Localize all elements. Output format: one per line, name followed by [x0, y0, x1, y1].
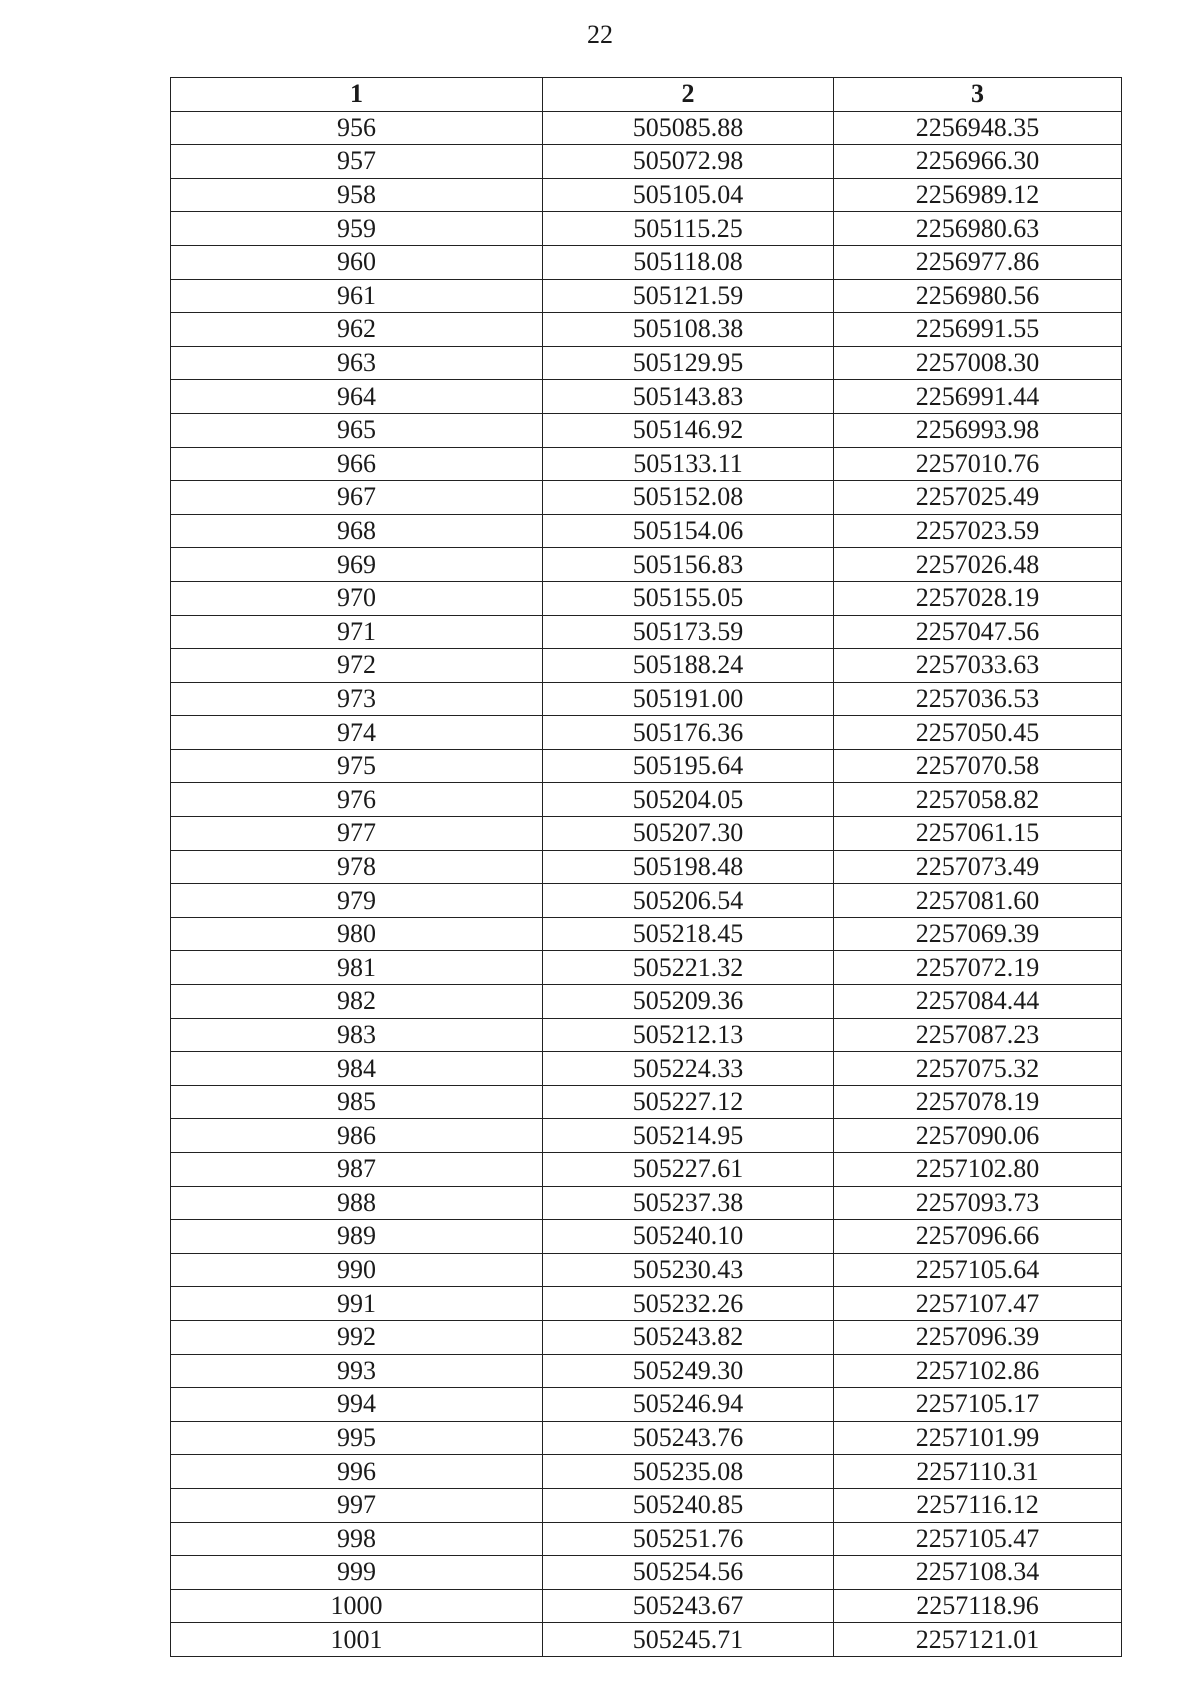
- y-coordinate-cell: 2257110.31: [834, 1455, 1122, 1489]
- table-row: [171, 1421, 1122, 1455]
- point-number-cell: 967: [171, 481, 543, 515]
- point-number-cell: 998: [171, 1522, 543, 1556]
- table-row: [171, 413, 1122, 447]
- x-coordinate-cell: 505143.83: [543, 380, 834, 414]
- y-coordinate-cell: 2257073.49: [834, 850, 1122, 884]
- point-number-cell: 975: [171, 749, 543, 783]
- point-number-cell: 996: [171, 1455, 543, 1489]
- table-row: [171, 1488, 1122, 1522]
- point-number-cell: 973: [171, 682, 543, 716]
- x-coordinate-cell: 505121.59: [543, 279, 834, 313]
- table-row: [171, 1153, 1122, 1187]
- point-number-cell: 991: [171, 1287, 543, 1321]
- point-number-cell: 961: [171, 279, 543, 313]
- x-coordinate-cell: 505243.76: [543, 1421, 834, 1455]
- x-coordinate-cell: 505129.95: [543, 346, 834, 380]
- table-row: [171, 985, 1122, 1019]
- x-coordinate-cell: 505246.94: [543, 1388, 834, 1422]
- x-coordinate-cell: 505195.64: [543, 749, 834, 783]
- table-row: [171, 178, 1122, 212]
- point-number-cell: 983: [171, 1018, 543, 1052]
- y-coordinate-cell: 2257107.47: [834, 1287, 1122, 1321]
- x-coordinate-cell: 505218.45: [543, 917, 834, 951]
- x-coordinate-cell: 505204.05: [543, 783, 834, 817]
- table-header: [171, 78, 1122, 112]
- x-coordinate-cell: 505245.71: [543, 1623, 834, 1657]
- table-row: [171, 682, 1122, 716]
- point-number-cell: 977: [171, 817, 543, 851]
- point-number-cell: 992: [171, 1320, 543, 1354]
- x-coordinate-cell: 505154.06: [543, 514, 834, 548]
- table-row: [171, 212, 1122, 246]
- table-row: [171, 1220, 1122, 1254]
- table-row: [171, 1354, 1122, 1388]
- point-number-cell: 982: [171, 985, 543, 1019]
- y-coordinate-cell: 2257081.60: [834, 884, 1122, 918]
- table-row: [171, 951, 1122, 985]
- x-coordinate-cell: 505108.38: [543, 313, 834, 347]
- y-coordinate-cell: 2257050.45: [834, 716, 1122, 750]
- y-coordinate-cell: 2256991.55: [834, 313, 1122, 347]
- x-coordinate-cell: 505254.56: [543, 1556, 834, 1590]
- x-coordinate-cell: 505243.82: [543, 1320, 834, 1354]
- point-number-cell: 962: [171, 313, 543, 347]
- table-row: [171, 783, 1122, 817]
- y-coordinate-cell: 2257121.01: [834, 1623, 1122, 1657]
- point-number-cell: 965: [171, 413, 543, 447]
- x-coordinate-cell: 505173.59: [543, 615, 834, 649]
- y-coordinate-cell: 2257072.19: [834, 951, 1122, 985]
- point-number-cell: 993: [171, 1354, 543, 1388]
- x-coordinate-cell: 505230.43: [543, 1253, 834, 1287]
- table-row: [171, 1052, 1122, 1086]
- x-coordinate-cell: 505249.30: [543, 1354, 834, 1388]
- table-row: [171, 1186, 1122, 1220]
- y-coordinate-cell: 2257096.39: [834, 1320, 1122, 1354]
- x-coordinate-cell: 505240.10: [543, 1220, 834, 1254]
- y-coordinate-cell: 2257108.34: [834, 1556, 1122, 1590]
- y-coordinate-cell: 2257105.64: [834, 1253, 1122, 1287]
- y-coordinate-cell: 2256991.44: [834, 380, 1122, 414]
- table-row: [171, 749, 1122, 783]
- header-row: [171, 78, 1122, 112]
- x-coordinate-cell: 505207.30: [543, 817, 834, 851]
- point-number-cell: 966: [171, 447, 543, 481]
- table-row: [171, 1522, 1122, 1556]
- point-number-cell: 981: [171, 951, 543, 985]
- y-coordinate-cell: 2257033.63: [834, 649, 1122, 683]
- x-coordinate-cell: 505235.08: [543, 1455, 834, 1489]
- table-row: [171, 279, 1122, 313]
- point-number-cell: 988: [171, 1186, 543, 1220]
- x-coordinate-cell: 505115.25: [543, 212, 834, 246]
- y-coordinate-cell: 2257105.17: [834, 1388, 1122, 1422]
- y-coordinate-cell: 2256980.63: [834, 212, 1122, 246]
- y-coordinate-cell: 2257102.80: [834, 1153, 1122, 1187]
- table-row: [171, 1253, 1122, 1287]
- column-header-2: 2: [543, 78, 834, 112]
- table-row: [171, 1623, 1122, 1657]
- point-number-cell: 999: [171, 1556, 543, 1590]
- table-row: [171, 1320, 1122, 1354]
- y-coordinate-cell: 2257093.73: [834, 1186, 1122, 1220]
- point-number-cell: 984: [171, 1052, 543, 1086]
- x-coordinate-cell: 505214.95: [543, 1119, 834, 1153]
- x-coordinate-cell: 505156.83: [543, 548, 834, 582]
- point-number-cell: 979: [171, 884, 543, 918]
- point-number-cell: 976: [171, 783, 543, 817]
- y-coordinate-cell: 2257026.48: [834, 548, 1122, 582]
- point-number-cell: 963: [171, 346, 543, 380]
- y-coordinate-cell: 2257025.49: [834, 481, 1122, 515]
- y-coordinate-cell: 2256966.30: [834, 145, 1122, 179]
- point-number-cell: 989: [171, 1220, 543, 1254]
- x-coordinate-cell: 505072.98: [543, 145, 834, 179]
- x-coordinate-cell: 505224.33: [543, 1052, 834, 1086]
- y-coordinate-cell: 2257087.23: [834, 1018, 1122, 1052]
- x-coordinate-cell: 505188.24: [543, 649, 834, 683]
- point-number-cell: 959: [171, 212, 543, 246]
- point-number-cell: 990: [171, 1253, 543, 1287]
- y-coordinate-cell: 2257036.53: [834, 682, 1122, 716]
- table-row: [171, 1018, 1122, 1052]
- table-row: [171, 1085, 1122, 1119]
- table-body: [171, 111, 1122, 1656]
- point-number-cell: 1000: [171, 1589, 543, 1623]
- point-number-cell: 986: [171, 1119, 543, 1153]
- point-number-cell: 985: [171, 1085, 543, 1119]
- y-coordinate-cell: 2257061.15: [834, 817, 1122, 851]
- x-coordinate-cell: 505212.13: [543, 1018, 834, 1052]
- y-coordinate-cell: 2257101.99: [834, 1421, 1122, 1455]
- x-coordinate-cell: 505152.08: [543, 481, 834, 515]
- x-coordinate-cell: 505085.88: [543, 111, 834, 145]
- y-coordinate-cell: 2256948.35: [834, 111, 1122, 145]
- x-coordinate-cell: 505232.26: [543, 1287, 834, 1321]
- point-number-cell: 974: [171, 716, 543, 750]
- y-coordinate-cell: 2257096.66: [834, 1220, 1122, 1254]
- point-number-cell: 980: [171, 917, 543, 951]
- table-row: [171, 1589, 1122, 1623]
- y-coordinate-cell: 2256993.98: [834, 413, 1122, 447]
- y-coordinate-cell: 2257047.56: [834, 615, 1122, 649]
- point-number-cell: 997: [171, 1488, 543, 1522]
- table-row: [171, 1287, 1122, 1321]
- point-number-cell: 964: [171, 380, 543, 414]
- y-coordinate-cell: 2256977.86: [834, 245, 1122, 279]
- table-row: [171, 1388, 1122, 1422]
- page-number: 22: [587, 20, 613, 49]
- point-number-cell: 956: [171, 111, 543, 145]
- table-row: [171, 245, 1122, 279]
- y-coordinate-cell: 2256980.56: [834, 279, 1122, 313]
- y-coordinate-cell: 2257023.59: [834, 514, 1122, 548]
- table-row: [171, 548, 1122, 582]
- y-coordinate-cell: 2257058.82: [834, 783, 1122, 817]
- column-header-3: 3: [834, 78, 1122, 112]
- table-row: [171, 1556, 1122, 1590]
- point-number-cell: 958: [171, 178, 543, 212]
- point-number-cell: 970: [171, 581, 543, 615]
- x-coordinate-cell: 505133.11: [543, 447, 834, 481]
- column-header-1: 1: [171, 78, 543, 112]
- y-coordinate-cell: 2257008.30: [834, 346, 1122, 380]
- y-coordinate-cell: 2257102.86: [834, 1354, 1122, 1388]
- table-row: [171, 1119, 1122, 1153]
- x-coordinate-cell: 505221.32: [543, 951, 834, 985]
- x-coordinate-cell: 505237.38: [543, 1186, 834, 1220]
- x-coordinate-cell: 505206.54: [543, 884, 834, 918]
- y-coordinate-cell: 2257105.47: [834, 1522, 1122, 1556]
- y-coordinate-cell: 2257075.32: [834, 1052, 1122, 1086]
- x-coordinate-cell: 505191.00: [543, 682, 834, 716]
- y-coordinate-cell: 2257010.76: [834, 447, 1122, 481]
- table-row: [171, 1455, 1122, 1489]
- table-row: [171, 917, 1122, 951]
- x-coordinate-cell: 505227.61: [543, 1153, 834, 1187]
- y-coordinate-cell: 2257028.19: [834, 581, 1122, 615]
- table-row: [171, 346, 1122, 380]
- table-row: [171, 649, 1122, 683]
- point-number-cell: 971: [171, 615, 543, 649]
- table-row: [171, 514, 1122, 548]
- y-coordinate-cell: 2257070.58: [834, 749, 1122, 783]
- point-number-cell: 968: [171, 514, 543, 548]
- table-row: [171, 447, 1122, 481]
- coordinates-table: [170, 77, 1122, 1657]
- x-coordinate-cell: 505105.04: [543, 178, 834, 212]
- x-coordinate-cell: 505251.76: [543, 1522, 834, 1556]
- table-row: [171, 111, 1122, 145]
- table-row: [171, 145, 1122, 179]
- y-coordinate-cell: 2257118.96: [834, 1589, 1122, 1623]
- point-number-cell: 995: [171, 1421, 543, 1455]
- point-number-cell: 1001: [171, 1623, 543, 1657]
- x-coordinate-cell: 505240.85: [543, 1488, 834, 1522]
- point-number-cell: 972: [171, 649, 543, 683]
- table-row: [171, 716, 1122, 750]
- x-coordinate-cell: 505198.48: [543, 850, 834, 884]
- point-number-cell: 978: [171, 850, 543, 884]
- point-number-cell: 994: [171, 1388, 543, 1422]
- y-coordinate-cell: 2257116.12: [834, 1488, 1122, 1522]
- y-coordinate-cell: 2257078.19: [834, 1085, 1122, 1119]
- y-coordinate-cell: 2257069.39: [834, 917, 1122, 951]
- y-coordinate-cell: 2257084.44: [834, 985, 1122, 1019]
- x-coordinate-cell: 505243.67: [543, 1589, 834, 1623]
- table-row: [171, 850, 1122, 884]
- y-coordinate-cell: 2256989.12: [834, 178, 1122, 212]
- point-number-cell: 987: [171, 1153, 543, 1187]
- x-coordinate-cell: 505209.36: [543, 985, 834, 1019]
- y-coordinate-cell: 2257090.06: [834, 1119, 1122, 1153]
- x-coordinate-cell: 505146.92: [543, 413, 834, 447]
- table-row: [171, 380, 1122, 414]
- table-row: [171, 313, 1122, 347]
- x-coordinate-cell: 505176.36: [543, 716, 834, 750]
- point-number-cell: 969: [171, 548, 543, 582]
- table-row: [171, 581, 1122, 615]
- table-row: [171, 481, 1122, 515]
- x-coordinate-cell: 505227.12: [543, 1085, 834, 1119]
- point-number-cell: 957: [171, 145, 543, 179]
- table-row: [171, 884, 1122, 918]
- table-row: [171, 817, 1122, 851]
- x-coordinate-cell: 505155.05: [543, 581, 834, 615]
- x-coordinate-cell: 505118.08: [543, 245, 834, 279]
- table-row: [171, 615, 1122, 649]
- point-number-cell: 960: [171, 245, 543, 279]
